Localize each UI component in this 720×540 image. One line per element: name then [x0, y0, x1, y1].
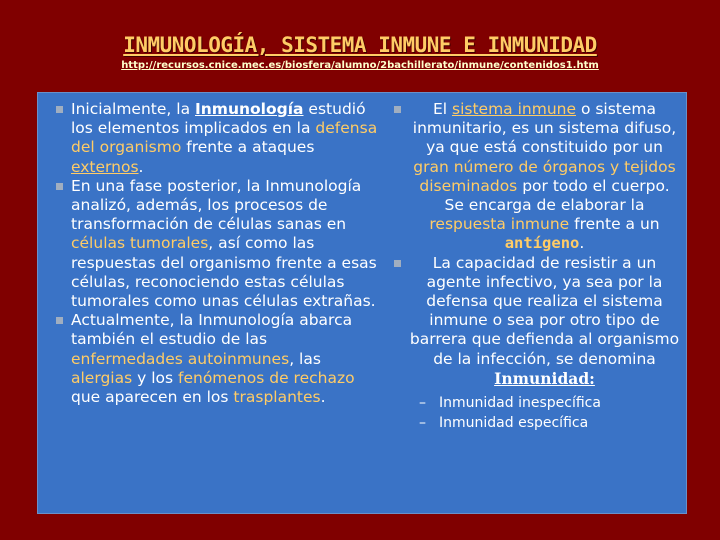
bullet-text: Inicialmente, la Inmunología estudió los elementos implicados en la defensa del organismo frente a ataques externos.	[71, 100, 378, 176]
bullet-item	[56, 177, 382, 311]
bullet-item	[394, 254, 680, 433]
dash-bullet-icon: –	[419, 415, 426, 432]
square-bullet-icon	[56, 106, 63, 113]
square-bullet-icon	[56, 317, 63, 324]
keyword-organos-tejidos: gran número de órganos y tejidos diseminados	[413, 157, 676, 195]
keyword-inmunologia: Inmunología	[195, 100, 304, 118]
slide-title: INMUNOLOGÍA, SISTEMA INMUNE E INMUNIDAD	[123, 33, 597, 57]
keyword-autoinmunes: enfermedades autoinmunes	[71, 349, 290, 368]
right-column	[394, 100, 680, 433]
bullet-text: La capacidad de resistir a un agente infectivo, ya sea por la defensa que realiza el sistema inmune o sea por otro tipo de barrera que defienda al organismo de la infección, se denomina Inmunidad:	[409, 253, 680, 388]
square-bullet-icon	[394, 106, 401, 113]
bullet-item	[56, 311, 382, 407]
content-panel	[37, 92, 687, 514]
keyword-externos: externos	[71, 157, 139, 176]
bullet-item	[394, 100, 680, 254]
square-bullet-icon	[56, 183, 63, 190]
left-column	[56, 100, 382, 407]
keyword-rechazo: fenómenos de rechazo	[178, 368, 355, 387]
keyword-defensa: defensa del organismo	[71, 119, 378, 157]
sub-list	[409, 393, 680, 433]
keyword-inmunidad: Inmunidad:	[494, 368, 595, 388]
sub-list-item: – Inmunidad inespecífica	[419, 395, 601, 412]
bullet-text: En una fase posterior, la Inmunología analizó, además, los procesos de transformación de células sanas en células tumorales, así como las respuestas del organismo frente a esas células, reconociendo estas células tumorales como unas células extrañas.	[71, 176, 377, 311]
keyword-antigeno: antígeno	[504, 234, 580, 253]
keyword-sistema-inmune: sistema inmune	[452, 100, 577, 118]
keyword-trasplantes: trasplantes	[233, 388, 321, 407]
keyword-respuesta-inmune: respuesta inmune	[429, 215, 570, 234]
keyword-celulas-tumorales: células tumorales	[71, 234, 209, 253]
dash-bullet-icon: –	[419, 395, 426, 412]
sub-list-item: – Inmunidad específica	[419, 415, 589, 432]
source-link[interactable]: http://recursos.cnice.mec.es/biosfera/alumno/2bachillerato/inmune/contenidos1.htm	[121, 60, 599, 71]
keyword-alergias: alergias	[71, 368, 133, 387]
bullet-text: El sistema inmune o sistema inmunitario, es un sistema difuso, ya que está constituido por un gran número de órganos y tejidos diseminados por todo el cuerpo. Se encarga de elaborar la respuesta inmune frente a un antígeno.	[412, 100, 677, 253]
bullet-item	[56, 100, 382, 177]
square-bullet-icon	[394, 260, 401, 267]
bullet-text: Actualmente, la Inmunología abarca también el estudio de las enfermedades autoinmunes, las alergias y los fenómenos de rechazo que aparecen en los trasplantes.	[71, 311, 355, 407]
